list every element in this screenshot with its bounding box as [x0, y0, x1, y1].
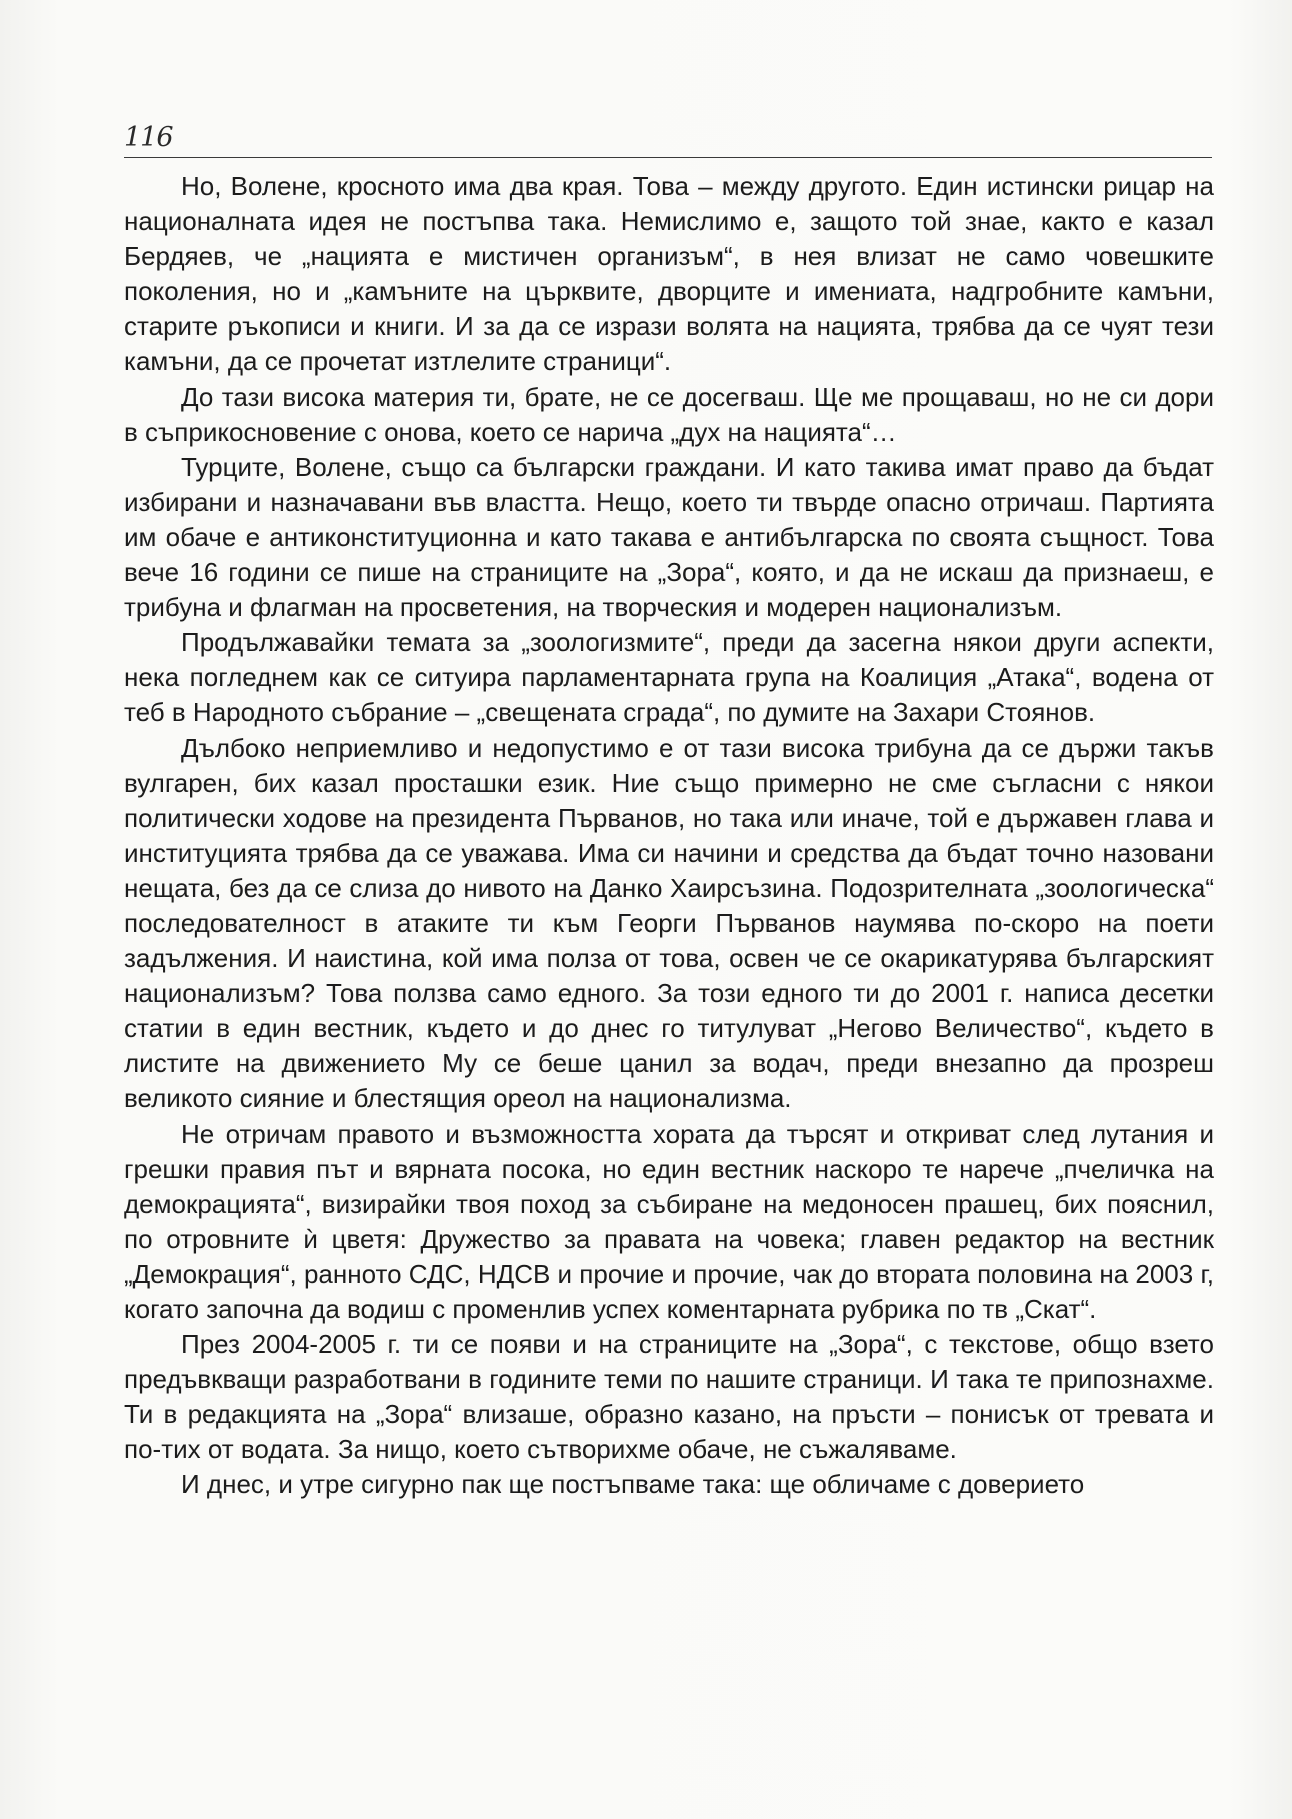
paragraph: Турците, Волене, също са български граждани. И като такива имат право да бъдат избирани и назначавани във властта. Нещо, което ти твърде опасно отричаш. Партията им обаче е антиконституционна и като такава е антибългарска по своята същност. Това вече 16 години се пише на страниците на „Зора“, която, и да не искаш да признаеш, е трибуна и флагман на просветения, на творческия и модерен национализъм. [124, 451, 1214, 623]
header-rule [124, 157, 1212, 158]
paragraph: Но, Волене, кросното има два края. Това – между другото. Един истински рицар на националната идея не постъпва така. Немислимо е, защото той знае, както е казал Бердяев, че „нацията е мистичен организъм“, в нея влизат не само човешките поколения, но и „камъните на църквите, дворците и имениата, надгробните камъни, старите ръкописи и книги. И за да се изрази волята на нацията, трябва да се чуят тези камъни, да се прочетат изтлелите страници“. [124, 171, 1214, 377]
paragraph: До тази висока материя ти, брате, не се досегваш. Ще ме прощаваш, но не си дори в съприкосновение с онова, което се нарича „дух на нацията“… [124, 381, 1214, 447]
paragraph: И днес, и утре сигурно пак ще постъпваме така: ще обличаме с доверието [181, 1469, 1085, 1500]
paragraph: Дълбоко неприемливо и недопустимо е от тази висока трибуна да се държи такъв вулгарен, бих казал просташки език. Ние също примерно не сме съгласни с някои политически ходове на президента Първанов, но така или иначе, той е държавен глава и институцията трябва да се уважава. Има си начини и средства да бъдат точно назовани нещата, без да се слиза до нивото на Данко Хаирсъзина. Подозрителната „зоологическа“ последователност в атаките ти към Георги Първанов наумява по-скоро на поети задължения. И наистина, кой има полза от това, освен че се окарикатурява българският национализъм? Това ползва само едного. За този едного ти до 2001 г. написа десетки статии в един вестник, където и до днес го титулуват „Негово Величество“, където в листите на движението Му се беше цанил за водач, преди внезапно да прозреш великото сияние и блестящия ореол на национализма. [124, 732, 1214, 1114]
body-text [124, 169, 1214, 1503]
paragraph: През 2004-2005 г. ти се появи и на страниците на „Зора“, с текстове, общо взето предъвкващи разработвани в годините теми по нашите страници. И така те припознахме. Ти в редакцията на „Зора“ влизаше, образно казано, на пръсти – понисък от тревата и по-тих от водата. За нищо, което сътворихме обаче, не съжаляваме. [124, 1329, 1214, 1465]
paragraph: Продължавайки темата за „зоологизмите“, преди да засегна някои други аспекти, нека погледнем как се ситуира парламентарната група на Коалиция „Атака“, водена от теб в Народното събрание – „свещената сграда“, по думите на Захари Стоянов. [124, 627, 1214, 728]
paragraph: Не отричам правото и възможността хората да търсят и откриват след лутания и грешки правия път и вярната посока, но един вестник наскоро те нарече „пчеличка на демокрацията“, визирайки твоя поход за събиране на медоносен прашец, бих пояснил, по отровните ѝ цветя: Дружество за правата на човека; главен редактор на вестник „Демокрация“, ранното СДС, НДСВ и прочие и прочие, чак до втората половина на 2003 г, когато започна да водиш с променлив успех коментарната рубрика по тв „Скат“. [124, 1118, 1214, 1324]
page-number: 116 [124, 122, 173, 153]
